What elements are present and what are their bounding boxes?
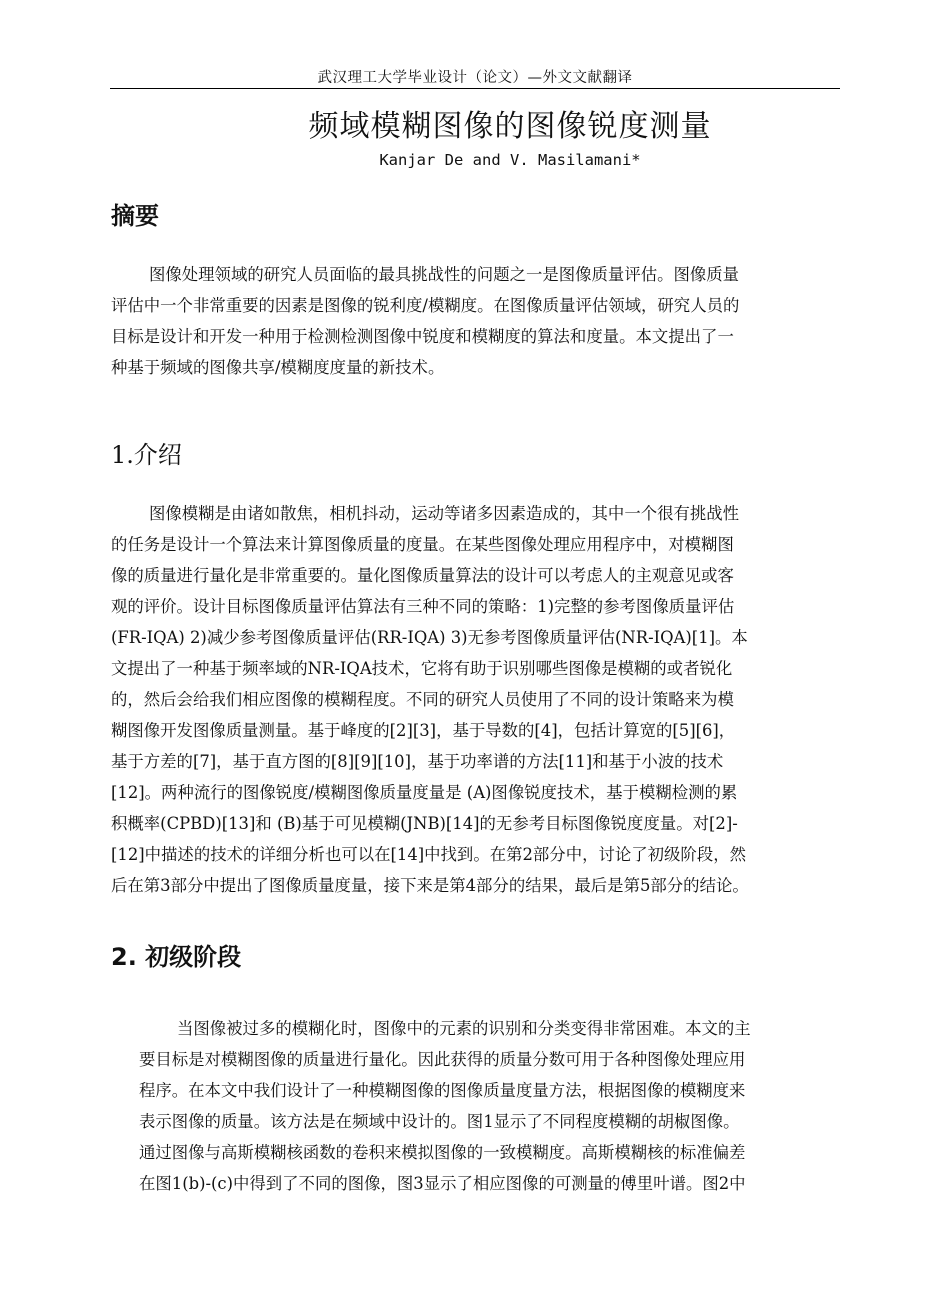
text-line: 的任务是设计一个算法来计算图像质量的度量。在某些图像处理应用程序中，对模糊图: [111, 535, 734, 554]
section-2-paragraph: [139, 1013, 831, 1199]
text-line: 的，然后会给我们相应图像的模糊程度。不同的研究人员使用了不同的设计策略来为模: [111, 690, 734, 709]
header-rule: [110, 88, 840, 89]
paper-title: 频域模糊图像的图像锐度测量: [308, 109, 712, 144]
abstract-paragraph: [111, 259, 831, 383]
text-line: [12]中描述的技术的详细分析也可以在[14]中找到。在第2部分中，讨论了初级阶段，然: [111, 845, 746, 864]
text-line: 表示图像的质量。该方法是在频域中设计的。图1显示了不同程度模糊的胡椒图像。: [139, 1112, 740, 1131]
section-2-heading: 2. 初级阶段: [111, 943, 242, 971]
text-line: 要目标是对模糊图像的质量进行量化。因此获得的质量分数可用于各种图像处理应用: [139, 1050, 746, 1069]
text-line: 程序。在本文中我们设计了一种模糊图像的图像质量度量方法，根据图像的模糊度来: [139, 1081, 746, 1100]
text-line: 目标是设计和开发一种用于检测检测图像中锐度和模糊度的算法和度量。本文提出了一: [111, 327, 734, 346]
text-line: 在图1(b)-(c)中得到了不同的图像，图3显示了相应图像的可测量的傅里叶谱。图2中: [139, 1174, 746, 1193]
text-line: (FR-IQA) 2)减少参考图像质量评估(RR-IQA) 3)无参考图像质量评估(NR-IQA)[1]。本: [111, 628, 748, 647]
text-line: 当图像被过多的模糊化时，图像中的元素的识别和分类变得非常困难。本文的主: [177, 1019, 751, 1038]
text-line: [12]。两种流行的图像锐度/模糊图像质量度量是 (A)图像锐度技术，基于模糊检测的累: [111, 783, 738, 802]
text-line: 图像模糊是由诸如散焦，相机抖动，运动等诸多因素造成的，其中一个很有挑战性: [149, 504, 740, 523]
running-header: 武汉理工大学毕业设计（论文）—外文文献翻译: [317, 70, 633, 86]
section-1-heading: 1.介绍: [111, 441, 182, 469]
text-line: 像的质量进行量化是非常重要的。量化图像质量算法的设计可以考虑人的主观意见或客: [111, 566, 734, 585]
paper-authors: Kanjar De and V. Masilamani*: [379, 151, 641, 169]
text-line: 观的评价。设计目标图像质量评估算法有三种不同的策略：1)完整的参考图像质量评估: [111, 597, 735, 616]
text-line: 图像处理领域的研究人员面临的最具挑战性的问题之一是图像质量评估。图像质量: [149, 265, 740, 284]
text-line: 通过图像与高斯模糊核函数的卷积来模拟图像的一致模糊度。高斯模糊核的标准偏差: [139, 1143, 746, 1162]
text-line: 积概率(CPBD)[13]和 (B)基于可见模糊(JNB)[14]的无参考目标图像锐度度量。对[2]-: [111, 814, 738, 833]
text-line: 种基于频域的图像共享/模糊度度量的新技术。: [111, 358, 445, 377]
text-line: 糊图像开发图像质量测量。基于峰度的[2][3]，基于导数的[4]，包括计算宽的[5][6]，: [111, 721, 736, 740]
text-line: 评估中一个非常重要的因素是图像的锐利度/模糊度。在图像质量评估领域，研究人员的: [111, 296, 740, 315]
text-line: 后在第3部分中提出了图像质量度量，接下来是第4部分的结果，最后是第5部分的结论。: [111, 876, 749, 895]
abstract-heading: 摘要: [111, 201, 159, 230]
text-line: 基于方差的[7]，基于直方图的[8][9][10]，基于功率谱的方法[11]和基于小波的技术: [111, 752, 724, 771]
text-line: 文提出了一种基于频率域的NR-IQA技术，它将有助于识别哪些图像是模糊的或者锐化: [111, 659, 733, 678]
section-1-paragraph: [111, 498, 831, 901]
